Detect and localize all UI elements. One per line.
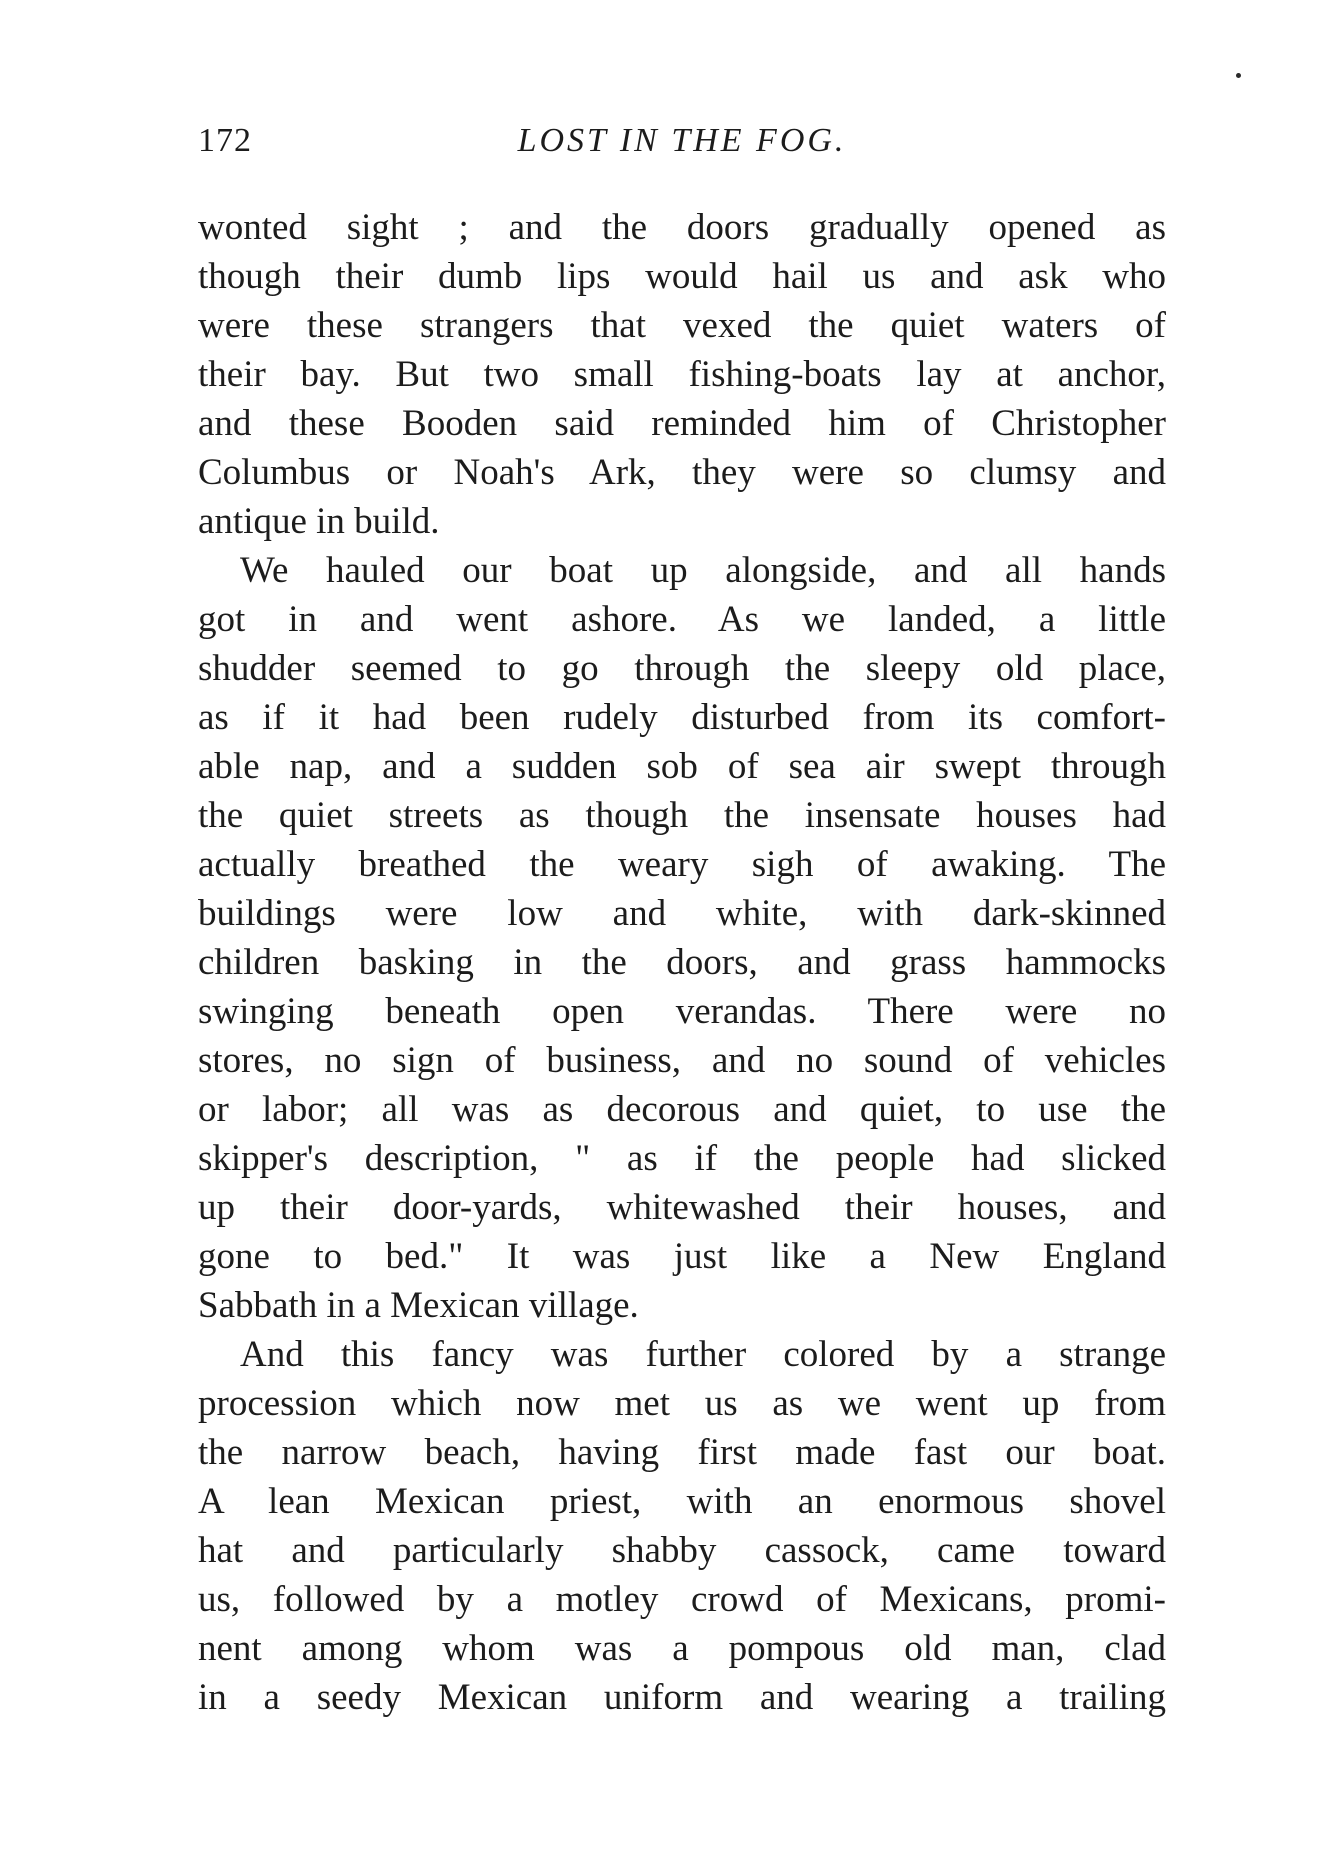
paragraph-1 xyxy=(198,203,1166,546)
text-line: able nap, and a sudden sob of sea air swept through xyxy=(198,746,1166,787)
text-line: up their door-yards, whitewashed their houses, and xyxy=(198,1187,1166,1228)
text-line: Sabbath in a Mexican village. xyxy=(198,1285,639,1326)
text-line: skipper's description, " as if the people had slicked xyxy=(198,1138,1166,1179)
text-line: antique in build. xyxy=(198,501,440,542)
text-line: and these Booden said reminded him of Christopher xyxy=(198,403,1166,444)
text-line: stores, no sign of business, and no sound of vehicles xyxy=(198,1040,1166,1081)
text-line: buildings were low and white, with dark-skinned xyxy=(198,893,1166,934)
text-line: A lean Mexican priest, with an enormous shovel xyxy=(198,1481,1166,1522)
text-line: or labor; all was as decorous and quiet, to use the xyxy=(198,1089,1166,1130)
text-line: We hauled our boat up alongside, and all hands xyxy=(240,550,1166,591)
text-line: their bay. But two small fishing-boats lay at anchor, xyxy=(198,354,1166,395)
paragraph-3 xyxy=(198,1330,1166,1722)
text-line: wonted sight ; and the doors gradually opened as xyxy=(198,207,1166,248)
text-line: actually breathed the weary sigh of awaking. The xyxy=(198,844,1166,885)
text-line: nent among whom was a pompous old man, clad xyxy=(198,1628,1166,1669)
text-line: the narrow beach, having first made fast our boat. xyxy=(198,1432,1166,1473)
text-line: procession which now met us as we went up from xyxy=(198,1383,1166,1424)
text-line: in a seedy Mexican uniform and wearing a trailing xyxy=(198,1677,1166,1718)
page-header xyxy=(198,122,1166,172)
text-line: got in and went ashore. As we landed, a little xyxy=(198,599,1166,640)
text-line: as if it had been rudely disturbed from its comfort- xyxy=(198,697,1166,738)
running-title: LOST IN THE FOG. xyxy=(517,122,847,159)
text-line: Columbus or Noah's Ark, they were so clumsy and xyxy=(198,452,1166,493)
text-line: And this fancy was further colored by a strange xyxy=(240,1334,1166,1375)
text-line: hat and particularly shabby cassock, came toward xyxy=(198,1530,1166,1571)
text-line: were these strangers that vexed the quiet waters of xyxy=(198,305,1166,346)
text-line: gone to bed." It was just like a New England xyxy=(198,1236,1166,1277)
text-line: though their dumb lips would hail us and ask who xyxy=(198,256,1166,297)
paragraph-2 xyxy=(198,546,1166,1330)
body-text xyxy=(198,203,1166,1722)
text-line: us, followed by a motley crowd of Mexicans, promi- xyxy=(198,1579,1166,1620)
ink-speck xyxy=(1236,73,1241,78)
text-line: swinging beneath open verandas. There were no xyxy=(198,991,1166,1032)
page-number: 172 xyxy=(198,122,252,159)
text-line: children basking in the doors, and grass hammocks xyxy=(198,942,1166,983)
text-line: the quiet streets as though the insensate houses had xyxy=(198,795,1166,836)
text-line: shudder seemed to go through the sleepy old place, xyxy=(198,648,1166,689)
